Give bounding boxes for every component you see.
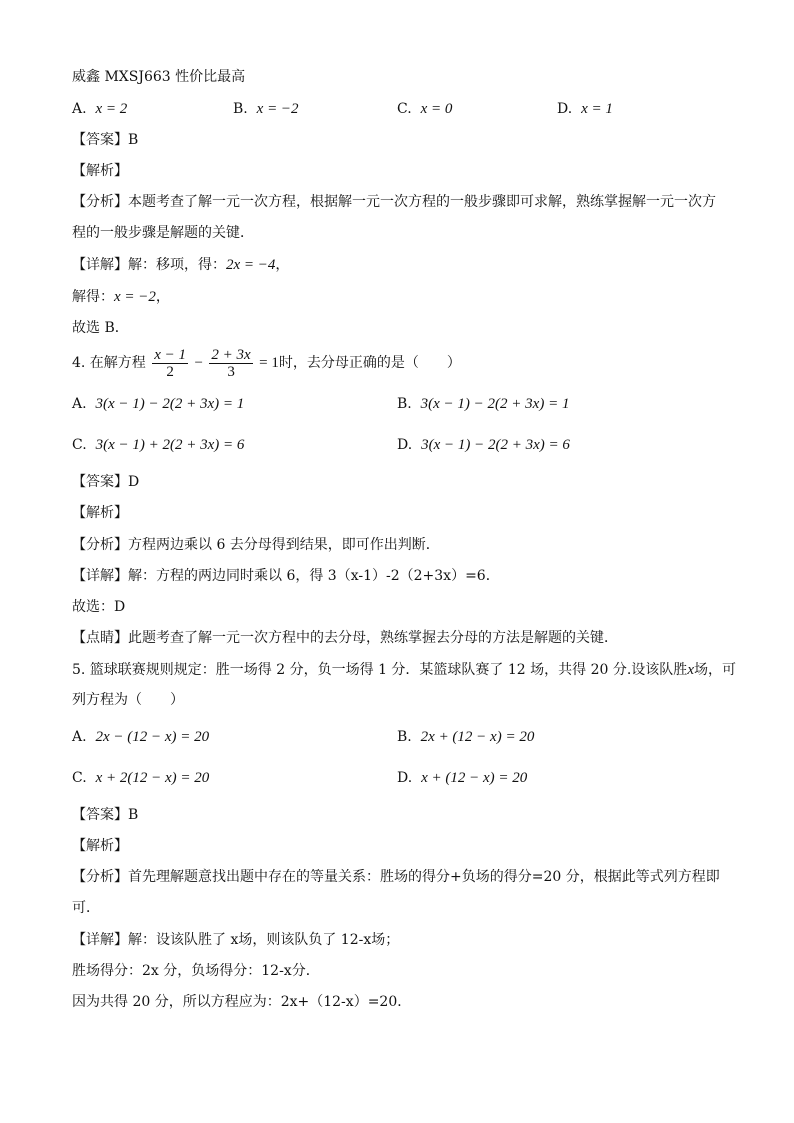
option-label: C. [397, 101, 412, 117]
header-line: 威鑫 MXSJ663 性价比最高 [72, 69, 246, 85]
q5-stem-text: 5. 篮球联赛规则规定：胜一场得 2 分，负一场得 1 分．某篮球队赛了 12 场，共得 20 分.设该队胜 [72, 662, 688, 678]
solve-prefix: 解得： [72, 289, 114, 305]
q4-stem-prefix: 4. 在解方程 [72, 355, 146, 371]
option-text: x = 1 [581, 101, 613, 117]
detail-suffix: ， [275, 257, 290, 273]
q5-answer: 【答案】B [72, 807, 139, 823]
q3-choose: 故选 B． [72, 320, 129, 336]
q5-score: 胜场得分：2x 分，负场得分：12-x分． [72, 963, 320, 979]
q4-option-d [397, 435, 570, 455]
q5-stem-1 [72, 660, 736, 680]
minus-sign: − [194, 355, 203, 371]
detail-prefix: 【详解】解：移项，得： [72, 257, 226, 273]
q5-option-d [397, 768, 527, 788]
fraction-1 [152, 347, 188, 380]
q4-option-a [72, 394, 244, 414]
option-text: 2x + (12 − x) = 20 [420, 729, 535, 745]
q3-solve [72, 287, 170, 307]
option-label: B. [397, 729, 412, 745]
option-text: 3(x − 1) − 2(2 + 3x) = 1 [95, 396, 245, 412]
q4-stem [72, 343, 461, 383]
q3-option-d [557, 99, 613, 119]
q3-analysis-1: 【分析】本题考查了解一元一次方程，根据解一元一次方程的一般步骤即可求解，熟练掌握解一元一次方 [72, 194, 716, 210]
q4-jiexi: 【解析】 [72, 505, 128, 521]
option-text: 3(x − 1) − 2(2 + 3x) = 1 [420, 396, 570, 412]
q3-detail [72, 255, 289, 275]
option-label: D. [557, 101, 573, 117]
solve-eq: x = −2 [114, 289, 156, 305]
fraction-2-denominator: 3 [227, 363, 235, 380]
option-label: C. [72, 437, 87, 453]
fraction-1-numerator: x − 1 [154, 346, 187, 363]
q5-stem-variable: x [687, 662, 694, 678]
q4-analysis: 【分析】方程两边乘以 6 去分母得到结果，即可作出判断． [72, 537, 440, 553]
q5-option-c [72, 768, 209, 788]
q5-option-b [397, 727, 534, 747]
q3-analysis-2: 程的一般步骤是解题的关键． [72, 225, 254, 241]
q3-option-a [72, 99, 127, 119]
option-label: B. [233, 101, 248, 117]
fraction-1-denominator: 2 [166, 363, 174, 380]
option-label: C. [72, 770, 87, 786]
q5-final: 因为共得 20 分，所以方程应为：2x+（12-x）=20． [72, 994, 412, 1010]
solve-suffix: ， [155, 289, 170, 305]
q4-answer: 【答案】D [72, 474, 140, 490]
fraction-2 [209, 347, 252, 380]
option-label: D. [397, 770, 413, 786]
q5-option-a [72, 727, 209, 747]
q5-analysis-2: 可． [72, 900, 100, 916]
q3-option-c [397, 99, 452, 119]
option-text: x = −2 [256, 101, 299, 117]
option-label: A. [72, 729, 87, 745]
option-text: x + (12 − x) = 20 [421, 770, 528, 786]
option-label: D. [397, 437, 413, 453]
option-text: 3(x − 1) − 2(2 + 3x) = 6 [421, 437, 570, 453]
q4-option-c [72, 435, 244, 455]
q3-option-b [233, 99, 299, 119]
q4-option-b [397, 394, 569, 414]
equation-rhs: = 1 [259, 355, 279, 371]
q4-comment: 【点睛】此题考查了解一元一次方程中的去分母，熟练掌握去分母的方法是解题的关键． [72, 630, 618, 646]
q3-answer: 【答案】B [72, 132, 139, 148]
q4-stem-suffix: 时，去分母正确的是（ ） [278, 355, 461, 371]
option-text: 3(x − 1) + 2(2 + 3x) = 6 [95, 437, 245, 453]
q4-choose: 故选：D [72, 599, 126, 615]
option-text: x = 0 [420, 101, 453, 117]
q5-stem-2: 列方程为（ ） [72, 692, 184, 708]
option-text: 2x − (12 − x) = 20 [95, 729, 210, 745]
q5-stem-tail: 场，可 [693, 662, 736, 678]
detail-eq: 2x = −4 [226, 257, 276, 273]
q5-jiexi: 【解析】 [72, 838, 128, 854]
option-text: x = 2 [95, 101, 128, 117]
option-text: x + 2(12 − x) = 20 [95, 770, 210, 786]
q3-jiexi: 【解析】 [72, 163, 128, 179]
option-label: A. [72, 396, 87, 412]
option-label: B. [397, 396, 412, 412]
option-label: A. [72, 101, 87, 117]
q5-detail: 【详解】解：设该队胜了 x场，则该队负了 12-x场； [72, 932, 400, 948]
fraction-2-numerator: 2 + 3x [211, 346, 251, 363]
q4-detail: 【详解】解：方程的两边同时乘以 6，得 3（x-1）-2（2+3x）=6． [72, 568, 500, 584]
q5-analysis-1: 【分析】首先理解题意找出题中存在的等量关系：胜场的得分+负场的得分=20 分，根据此等式列方程即 [72, 869, 720, 885]
